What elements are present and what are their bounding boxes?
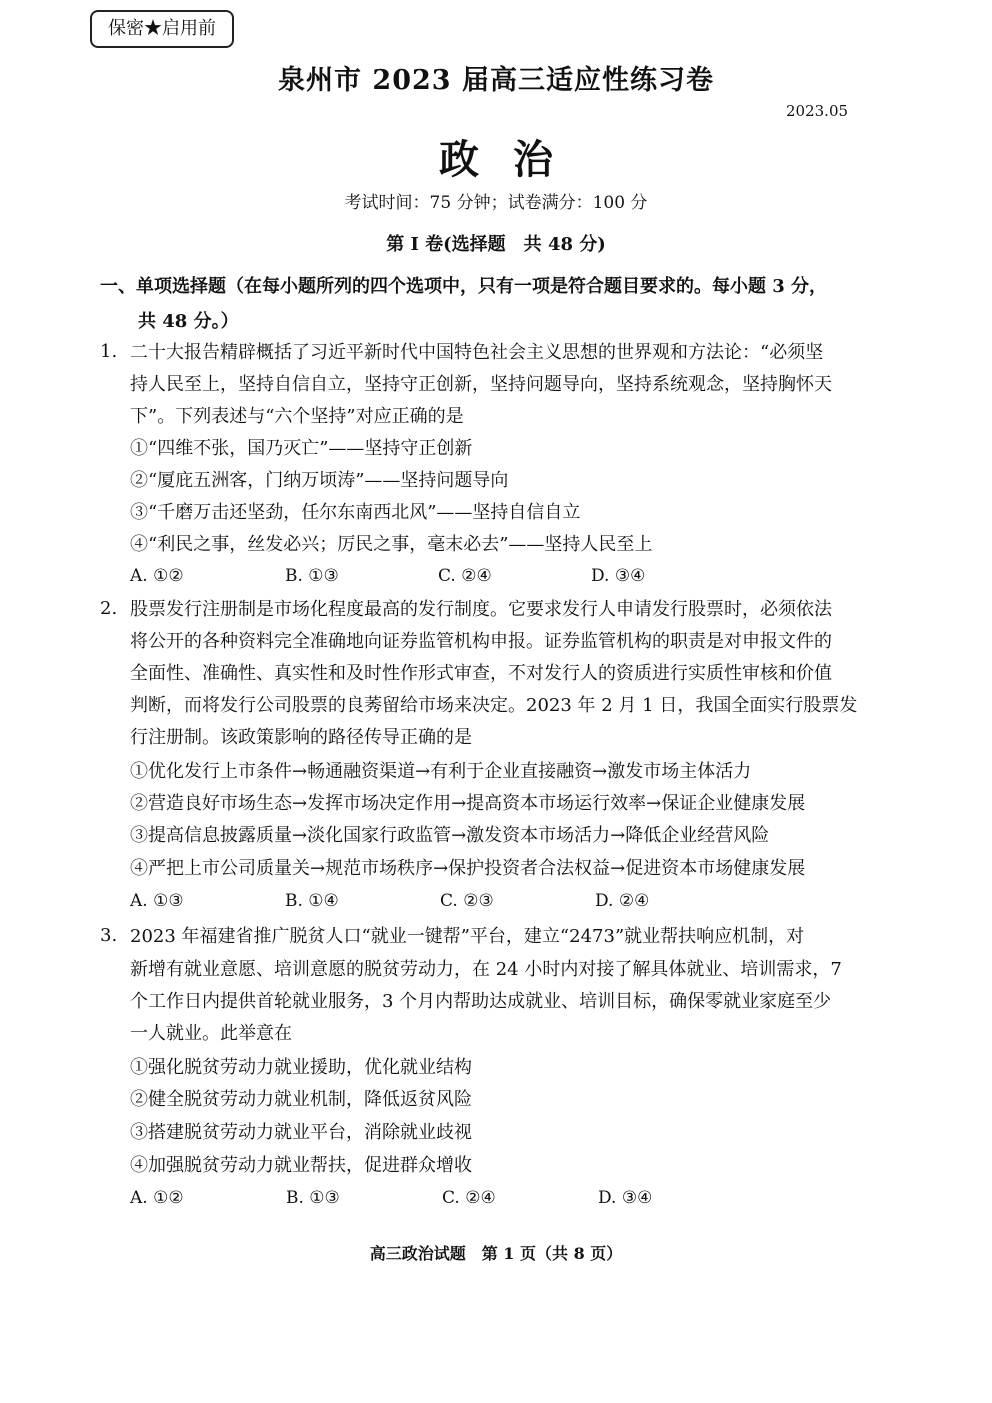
answer-option-b: B. ①④ bbox=[285, 891, 339, 911]
statement-item: ①“四维不张，国乃灭亡”——坚持守正创新 bbox=[130, 438, 473, 459]
answer-option-d: D. ②④ bbox=[595, 891, 650, 911]
question-stem-line: 持人民至上，坚持自信自立，坚持守正创新，坚持问题导向，坚持系统观念，坚持胸怀天 bbox=[130, 374, 832, 395]
statement-item: ④“利民之事，丝发必兴；厉民之事，毫末必去”——坚持人民至上 bbox=[130, 534, 653, 555]
exam-title: 泉州市 2023 届高三适应性练习卷 bbox=[278, 65, 714, 96]
question-stem-line: 判断，而将发行公司股票的良莠留给市场来决定。2023 年 2 月 1 日，我国全面实行股票发 bbox=[130, 695, 858, 716]
answer-option-a: A. ①② bbox=[130, 1188, 184, 1208]
section-title-continued: 共 48 分。） bbox=[138, 311, 239, 332]
statement-item: ④严把上市公司质量关→规范市场秩序→保护投资者合法权益→促进资本市场健康发展 bbox=[130, 858, 806, 879]
answer-option-b: B. ①③ bbox=[285, 566, 339, 586]
question-number: 2. bbox=[100, 598, 118, 619]
question-stem-line: 2023 年福建省推广脱贫人口“就业一键帮”平台，建立“2473”就业帮扶响应机制，对 bbox=[130, 926, 805, 947]
statement-item: ③提高信息披露质量→淡化国家行政监管→激发资本市场活力→降低企业经营风险 bbox=[130, 825, 770, 846]
exam-info: 考试时间：75 分钟；试卷满分：100 分 bbox=[344, 193, 648, 213]
question-stem-line: 个工作日内提供首轮就业服务，3 个月内帮助达成就业、培训目标，确保零就业家庭至少 bbox=[130, 991, 832, 1012]
question-stem-line: 一人就业。此举意在 bbox=[130, 1023, 292, 1044]
statement-item: ③搭建脱贫劳动力就业平台，消除就业歧视 bbox=[130, 1122, 472, 1143]
answer-option-c: C. ②④ bbox=[438, 566, 492, 586]
question-stem-line: 下”。下列表述与“六个坚持”对应正确的是 bbox=[130, 406, 464, 427]
question-number: 3. bbox=[100, 925, 118, 946]
question-stem-line: 全面性、准确性、真实性和及时性作形式审查，不对发行人的资质进行实质性审核和价值 bbox=[130, 663, 832, 684]
answer-option-a: A. ①③ bbox=[130, 891, 184, 911]
statement-item: ③“千磨万击还坚劲，任尔东南西北风”——坚持自信自立 bbox=[130, 502, 581, 523]
statement-item: ④加强脱贫劳动力就业帮扶，促进群众增收 bbox=[130, 1155, 472, 1176]
subject-title: 政治 bbox=[439, 136, 587, 183]
answer-option-d: D. ③④ bbox=[591, 566, 646, 586]
statement-item: ②健全脱贫劳动力就业机制，降低返贫风险 bbox=[130, 1089, 472, 1110]
question-stem-line: 新增有就业意愿、培训意愿的脱贫劳动力，在 24 小时内对接了解具体就业、培训需求，7 bbox=[130, 959, 842, 980]
part-title: 第 I 卷(选择题 共 48 分) bbox=[386, 234, 606, 255]
statement-item: ②营造良好市场生态→发挥市场决定作用→提高资本市场运行效率→保证企业健康发展 bbox=[130, 793, 806, 814]
question-stem-line: 将公开的各种资料完全准确地向证券监管机构申报。证券监管机构的职责是对申报文件的 bbox=[130, 631, 832, 652]
statement-item: ②“厦庇五洲客，门纳万顷涛”——坚持问题导向 bbox=[130, 470, 509, 491]
answer-option-a: A. ①② bbox=[130, 566, 184, 586]
question-number: 1. bbox=[100, 341, 118, 362]
exam-date: 2023.05 bbox=[786, 102, 849, 120]
statement-item: ①强化脱贫劳动力就业援助，优化就业结构 bbox=[130, 1057, 472, 1078]
confidential-label: 保密★启用前 bbox=[90, 10, 234, 48]
question-stem-line: 股票发行注册制是市场化程度最高的发行制度。它要求发行人申请发行股票时，必须依法 bbox=[130, 599, 832, 620]
statement-item: ①优化发行上市条件→畅通融资渠道→有利于企业直接融资→激发市场主体活力 bbox=[130, 761, 752, 782]
answer-option-b: B. ①③ bbox=[286, 1188, 340, 1208]
answer-option-d: D. ③④ bbox=[598, 1188, 653, 1208]
section-title: 一、单项选择题（在每小题所列的四个选项中，只有一项是符合题目要求的。每小题 3 分， bbox=[100, 276, 828, 297]
question-stem-line: 二十大报告精辟概括了习近平新时代中国特色社会主义思想的世界观和方法论：“必须坚 bbox=[130, 342, 824, 363]
question-stem-line: 行注册制。该政策影响的路径传导正确的是 bbox=[130, 727, 472, 748]
page-footer: 高三政治试题 第 1 页（共 8 页） bbox=[369, 1244, 623, 1263]
answer-option-c: C. ②④ bbox=[442, 1188, 496, 1208]
answer-option-c: C. ②③ bbox=[440, 891, 494, 911]
